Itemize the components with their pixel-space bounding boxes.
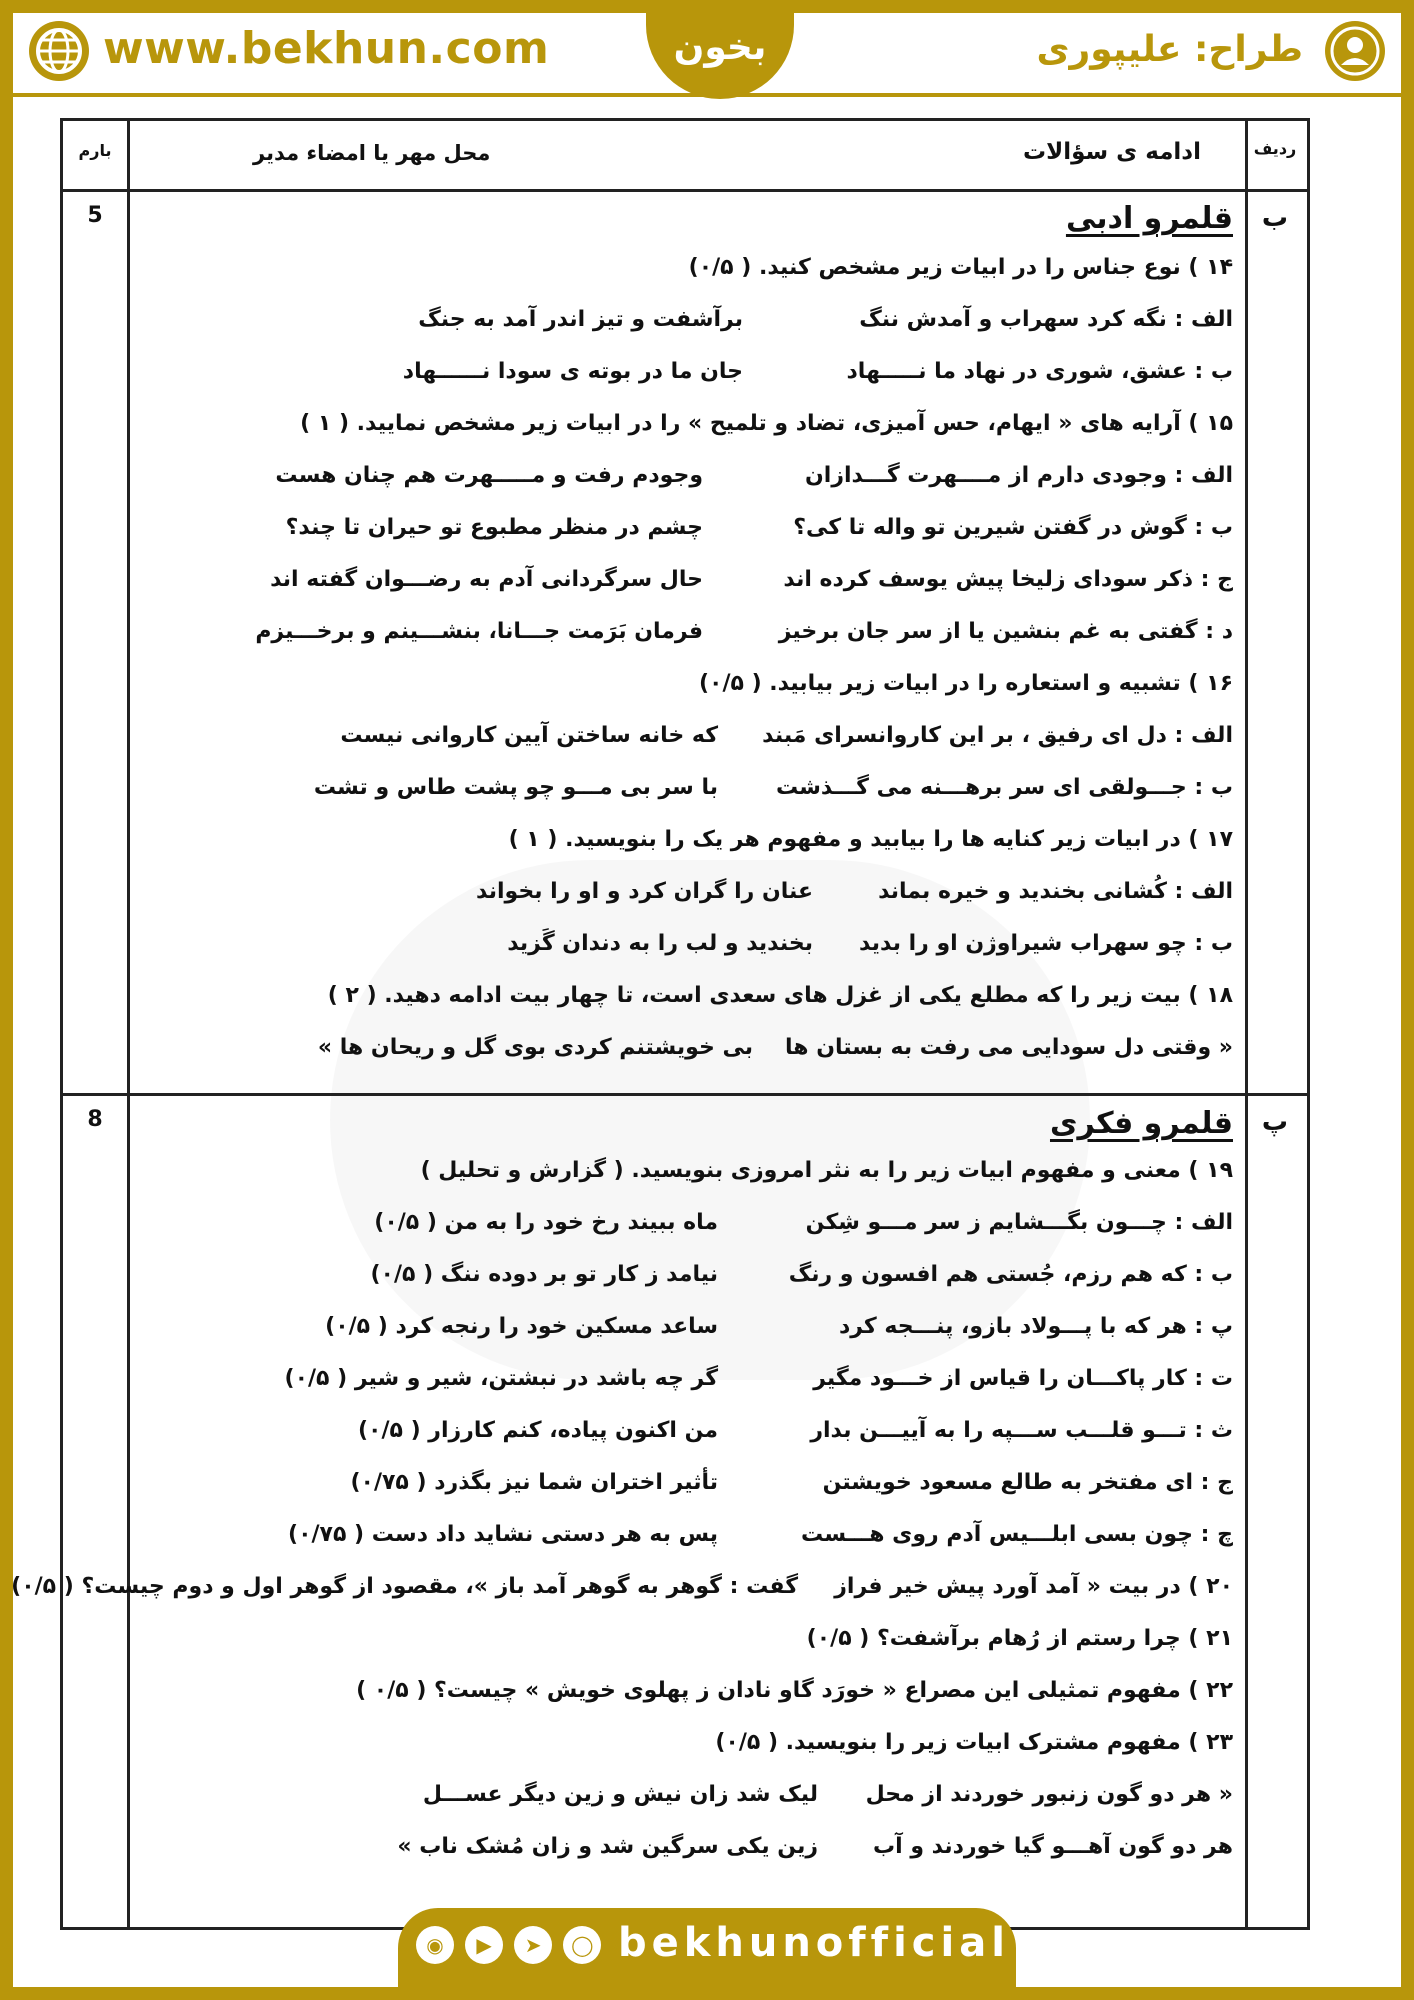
verse-left: حال سرگردانی آدم به رضـــوان گفته اند: [270, 567, 703, 592]
section-score-b: 5: [87, 203, 103, 228]
verse-line: [133, 619, 1233, 653]
brand-logo: [646, 13, 794, 99]
film-icon[interactable]: ◉: [416, 1926, 454, 1964]
verse-right: « وقتی دل سودایی می رفت به بستان ها: [785, 1035, 1233, 1060]
question-text: ۱۴ ) نوع جناس را در ابیات زیر مشخص کنید. ( ۰/۵): [688, 255, 1233, 280]
score-header: بارم: [78, 141, 112, 160]
verse-line: [133, 359, 1233, 393]
verse-left: برآشفت و تیز اندر آمد به جنگ: [418, 307, 743, 332]
verse-line: [133, 307, 1233, 341]
verse-line: [133, 1035, 1233, 1069]
verse-right: چ : چون بسی ابلـــیس آدم روی هـــست: [801, 1522, 1233, 1547]
question-line: [133, 411, 1233, 445]
designer-name: طراح: علیپوری: [1036, 29, 1303, 70]
user-icon: [1325, 21, 1385, 81]
verse-right: هر دو گون آهـــو گیا خوردند و آب: [873, 1834, 1233, 1859]
question-text: ۲۲ ) مفهوم تمثیلی این مصراع « خورَد گاو نادان ز پهلوی خویش » چیست؟ ( ۰/۵ ): [356, 1678, 1233, 1703]
section-literary: [133, 189, 1245, 1093]
social-icons: [416, 1926, 607, 1970]
verse-line: [133, 1210, 1233, 1244]
verse-line: [133, 775, 1233, 809]
section-letter-p: پ: [1261, 1107, 1289, 1137]
exam-table: [11, 118, 1310, 1930]
verse-left: جان ما در بوته ی سودا نــــــهاد: [402, 359, 743, 384]
verse-line: [133, 879, 1233, 913]
logo-text: بخون: [673, 27, 767, 68]
stamp-label: محل مهر یا امضاء مدیر: [253, 141, 491, 165]
verse-right: « هر دو گون زنبور خوردند از محل: [865, 1782, 1233, 1807]
verse-left: چشم در منظر مطبوع تو حیران تا چند؟: [285, 515, 703, 540]
verse-left: وجودم رفت و مـــــهرت هم چنان هست: [275, 463, 703, 488]
verse-right: الف : دل ای رفیق ، بر این کاروانسرای مَبند: [762, 723, 1233, 748]
social-handle[interactable]: bekhunofficial: [618, 1920, 1010, 1966]
verse-left: عنان را گران کرد و او را بخواند: [476, 879, 813, 904]
verse-line: [133, 1470, 1233, 1504]
section-title-intellectual: قلمرو فکری: [1049, 1106, 1233, 1141]
top-banner: [13, 13, 1401, 97]
verse-left: فرمان بَرَمت جـــانا، بنشـــینم و برخـــیزم: [255, 619, 703, 644]
verse-left: ساعد مسکین خود را رنجه کرد ( ۰/۵): [325, 1314, 718, 1339]
section-score-p: 8: [87, 1107, 103, 1132]
verse-right: ب : عشق، شوری در نهاد ما نـــــهاد: [846, 359, 1233, 384]
question-text: ۲۱ ) چرا رستم از رُهام برآشفت؟ ( ۰/۵): [806, 1626, 1233, 1651]
verse-line: [133, 463, 1233, 497]
verse-line: [133, 515, 1233, 549]
verse-right: ب : که هم رزم، جُستی هم افسون و رنگ: [788, 1262, 1233, 1287]
section-title-literary: قلمرو ادبی: [1065, 201, 1233, 236]
verse-left: بخندید و لب را به دندان گَزید: [507, 931, 813, 956]
verse-line: [133, 1314, 1233, 1348]
verse-right: الف : چـــون بگـــشایم ز سر مـــو شِکن: [805, 1210, 1233, 1235]
verse-line: [133, 1418, 1233, 1452]
website-link[interactable]: www.bekhun.com: [103, 23, 550, 74]
question-line: [133, 1730, 1233, 1764]
youtube-icon[interactable]: ▶: [465, 1926, 503, 1964]
verse-right: الف : نگه کرد سهراب و آمدش ننگ: [859, 307, 1233, 332]
verse-right: ب : چو سهراب شیراوژن او را بدید: [859, 931, 1233, 956]
verse-right: ب : جـــولقی ای سر برهـــنه می گـــذشت: [775, 775, 1233, 800]
question-line: [133, 1678, 1233, 1712]
question-text-continued: گفت : گوهر به گوهر آمد باز »، مقصود از گوهر اول و دوم چیست؟ ( ۰/۵): [11, 1574, 798, 1599]
verse-right: ث : تـــو قلـــب ســـپه را به آییـــن بدار: [810, 1418, 1233, 1443]
question-line: [133, 255, 1233, 289]
question-line: [133, 1158, 1233, 1192]
question-line: [133, 1626, 1233, 1660]
verse-right: پ : هر که با پـــولاد بازو، پنـــجه کرد: [838, 1314, 1233, 1339]
verse-right: الف : وجودی دارم از مــــهرت گـــدازان: [805, 463, 1233, 488]
question-text: ۱۹ ) معنی و مفهوم ابیات زیر را به نثر امروزی بنویسید. ( گزارش و تحلیل ): [420, 1158, 1233, 1183]
verse-left: که خانه ساختن آیین کاروانی نیست: [340, 723, 718, 748]
question-text: ۱۸ ) بیت زیر را که مطلع یکی از غزل های سعدی است، تا چهار بیت ادامه دهید. ( ۲ ): [327, 983, 1233, 1008]
verse-left: لیک شد زان نیش و زین دیگر عســـل: [422, 1782, 818, 1807]
verse-right: ج : ای مفتخر به طالع مسعود خویشتن: [822, 1470, 1233, 1495]
verse-right: د : گفتی به غم بنشین یا از سر جان برخیز: [778, 619, 1233, 644]
verse-left: با سر بی مـــو چو پشت طاس و تشت: [313, 775, 718, 800]
verse-line: [133, 931, 1233, 965]
verse-left: بی خویشتنم کردی بوی گل و ریحان ها »: [317, 1035, 753, 1060]
verse-left: ماه ببیند رخ خود را به من ( ۰/۵): [374, 1210, 718, 1235]
question-line: [133, 671, 1233, 705]
verse-line: [133, 1782, 1233, 1816]
verse-line: [133, 1522, 1233, 1556]
verse-line: [133, 723, 1233, 757]
verse-line: [133, 567, 1233, 601]
verse-right: ب : گوش در گفتن شیرین تو واله تا کی؟: [793, 515, 1233, 540]
verse-left: گر چه باشد در نبشتن، شیر و شیر ( ۰/۵): [284, 1366, 718, 1391]
verse-left: من اکنون پیاده، کنم کارزار ( ۰/۵): [357, 1418, 718, 1443]
globe-icon: [29, 21, 89, 81]
verse-line: [133, 1262, 1233, 1296]
question-text: ۲۳ ) مفهوم مشترک ابیات زیر را بنویسید. ( ۰/۵): [715, 1730, 1233, 1755]
section-letter-b: ب: [1261, 203, 1289, 233]
section-intellectual: [11, 1096, 1245, 1926]
question-line: [133, 827, 1233, 861]
question-text: ۱۶ ) تشبیه و استعاره را در ابیات زیر بیابید. ( ۰/۵): [698, 671, 1233, 696]
instagram-icon[interactable]: ◯: [563, 1926, 601, 1964]
question-text: ۱۵ ) آرایه های « ایهام، حس آمیزی، تضاد و تلمیح » را در ابیات زیر مشخص نمایید. ( ۱ ): [300, 411, 1233, 436]
verse-left: زین یکی سرگین شد و زان مُشک ناب »: [397, 1834, 818, 1859]
verse-line: [133, 1834, 1233, 1868]
social-footer: [398, 1908, 1016, 1988]
row-column-divider: [1245, 121, 1248, 1927]
question-text: ۲۰ ) در بیت « آمد آورد پیش خیر فراز: [834, 1574, 1233, 1599]
question-line: [133, 983, 1233, 1017]
telegram-icon[interactable]: ➤: [514, 1926, 552, 1964]
verse-right: الف : کُشانی بخندید و خیره بماند: [878, 879, 1233, 904]
row-label-header: ردیف: [1253, 139, 1297, 158]
verse-line: [133, 1366, 1233, 1400]
verse-right: ت : کار پاکـــان را قیاس از خـــود مگیر: [813, 1366, 1233, 1391]
verse-right: ج : ذکر سودای زلیخا پیش یوسف کرده اند: [783, 567, 1233, 592]
question-text: ۱۷ ) در ابیات زیر کنایه ها را بیابید و مفهوم هر یک را بنویسید. ( ۱ ): [508, 827, 1233, 852]
verse-left: نیامد ز کار تو بر دوده ننگ ( ۰/۵): [370, 1262, 718, 1287]
verse-left: پس به هر دستی نشاید داد دست ( ۰/۷۵): [288, 1522, 718, 1547]
question-line: [11, 1574, 1233, 1608]
verse-left: تأثیر اختران شما نیز بگذرد ( ۰/۷۵): [350, 1470, 718, 1495]
questions-title: ادامه ی سؤالات: [1022, 139, 1201, 165]
score-column-divider: [127, 121, 130, 1927]
